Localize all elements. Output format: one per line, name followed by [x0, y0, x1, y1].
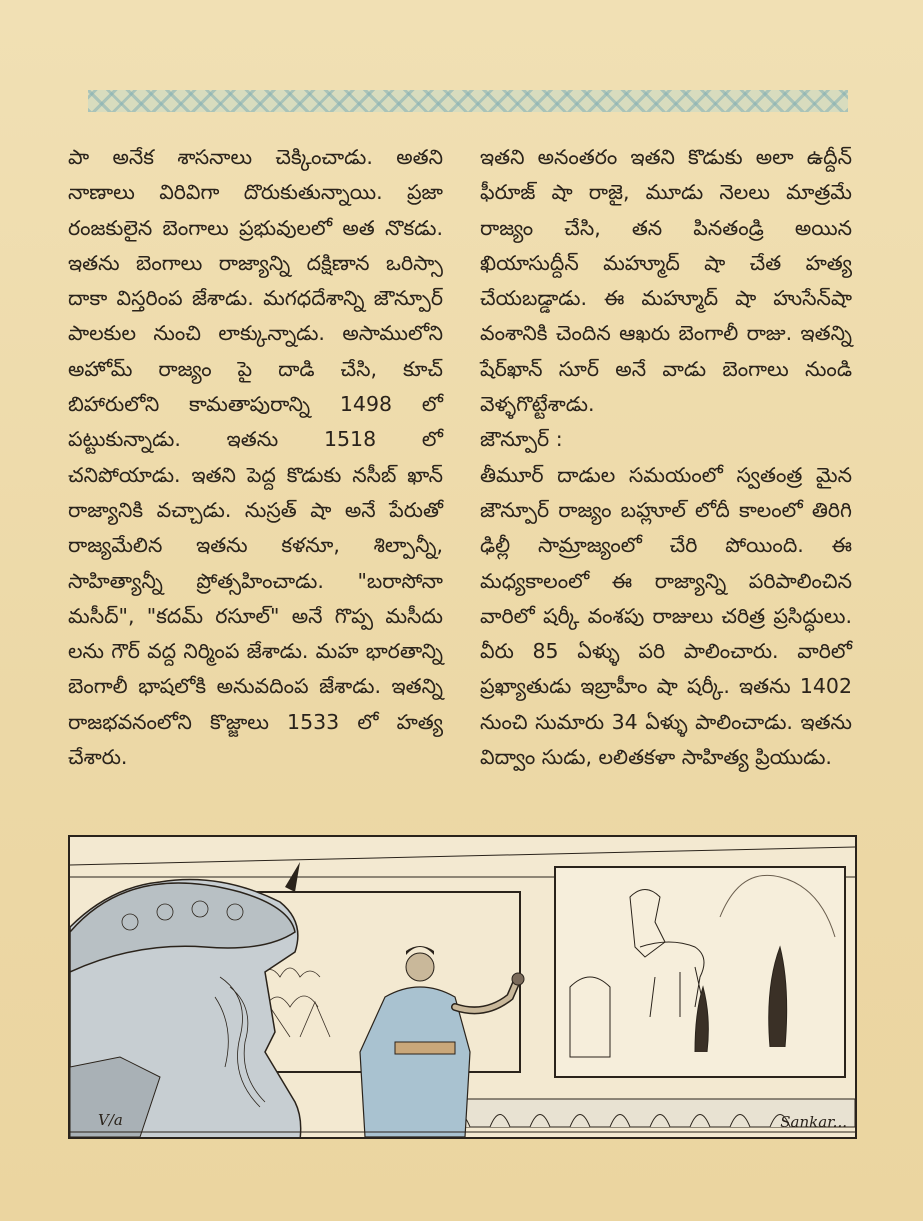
artist-signature: Sankar...: [780, 1113, 847, 1131]
right-text-column: [480, 140, 852, 775]
sultan-figure: [70, 862, 301, 1137]
section-subheading: జౌన్పూర్ :: [480, 427, 563, 452]
illustration: [68, 835, 857, 1139]
right-paragraph-1: ఇతని అనంతరం ఇతని కొడుకు అలా ఉద్దీన్ ఫీరూజ్ షా రాజై, మూడు నెలలు మాత్రమే రాజ్యం చేసి, తన పినతండ్రి అయిన ఖియాసుద్దీన్ మహ్మూద్ షా చేత హత్య చేయబడ్డాడు. ఈ మహ్మూద్ షా హుసేన్‌షా వంశానికి చెందిన ఆఖరు బెంగాలీ రాజు. ఇతన్ని షేర్‌ఖాన్ సూర్ అనే వాడు బెంగాలు నుండి వెళ్ళగొట్టేశాడు.: [480, 145, 852, 417]
right-paragraph-2: తీమూర్ దాడుల సమయంలో స్వతంత్ర మైన జౌన్పూర్ రాజ్యం బహ్లూల్ లోదీ కాలంలో తిరిగి ఢిల్లీ సామ్రాజ్యంలో చేరి పోయింది. ఈ మధ్యకాలంలో ఈ రాజ్యాన్ని పరిపాలించిన వారిలో షర్కీ వంశపు రాజులు చరిత్ర ప్రసిద్ధులు. వీరు 85 ఏళ్ళు పరి పాలించారు. వారిలో ప్రఖ్యాతుడు ఇబ్రాహీం షా షర్కీ. ఇతను 1402 నుంచి సుమారు 34 ఏళ్ళు పాలించాడు. ఇతను విద్వాం సుడు, లలితకళా సాహిత్య ప్రియుడు.: [480, 462, 852, 770]
illustration-drawing: [70, 837, 855, 1137]
decorative-border: [88, 90, 848, 112]
left-paragraph: పా అనేక శాసనాలు చెక్కించాడు. అతని నాణాలు విరివిగా దొరుకుతున్నాయి. ప్రజా రంజకులైన బెంగాలు ప్రభువులలో అత నొకడు. ఇతను బెంగాలు రాజ్యాన్ని దక్షిణాన ఒరిస్సా దాకా విస్తరింప జేశాడు. మగధదేశాన్ని జౌన్పూర్ పాలకుల నుంచి లాక్కున్నాడు. అసాములోని అహోమ్ రాజ్యం పై దాడి చేసి, కూచ్ బిహారులోని కామతాపురాన్ని 1498 లో పట్టుకున్నాడు. ఇతను 1518 లో చనిపోయాడు. ఇతని పెద్ద కొడుకు నసీబ్ ఖాన్ రాజ్యానికి వచ్చాడు. నుస్రత్ షా అనే పేరుతో రాజ్యమేలిన ఇతను కళనూ, శిల్పాన్నీ, సాహిత్యాన్నీ ప్రోత్సహించాడు. "బరాసోనా మసీద్", "కదమ్ రసూల్" అనే గొప్ప మసీదు లను గౌర్ వద్ద నిర్మింప జేశాడు. మహ భారతాన్ని బెంగాలీ భాషలోకి అనువదింప జేశాడు. ఇతన్ని రాజభవనంలోని కొజ్జాలు 1533 లో హత్య చేశారు.: [68, 145, 443, 770]
left-text-column: [68, 140, 443, 775]
illustrator-initials: V/a: [98, 1111, 123, 1129]
